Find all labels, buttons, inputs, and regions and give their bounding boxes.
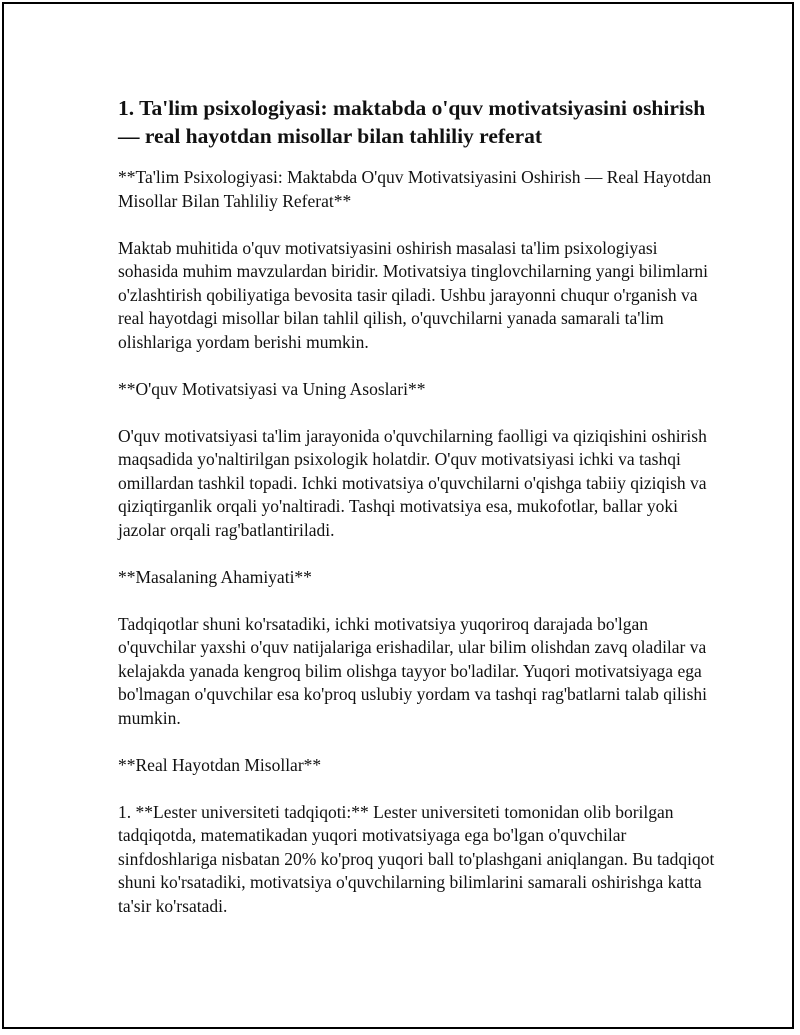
section-heading-real-examples: **Real Hayotdan Misollar** [118,754,322,775]
section-heading-motivation-basics: **O'quv Motivatsiyasi va Uning Asoslari** [118,378,426,399]
section-heading-importance: **Masalaning Ahamiyati** [118,566,312,587]
bold-heading-paragraph: **Ta'lim Psixologiyasi: Maktabda O'quv Motivatsiyasini Oshirish — Real Hayotdan Misollar Bilan Tahliliy Referat** [118,167,712,211]
importance-paragraph: Tadqiqotlar shuni ko'rsatadiki, ichki motivatsiya yuqoriroq darajada bo'lgan o'quvchilar yaxshi o'quv natijalariga erishadilar, ular bilim olishdan zavq oladilar va kelajakda yanada kengroq bilim olishga tayyor bo'ladilar. Yuqori motivatsiyaga ega bo'lmagan o'quvchilar esa ko'proq uslubiy yordam va tashqi rag'batlarni talab qilishi mumkin. [118,613,708,728]
example-1-paragraph: 1. **Lester universiteti tadqiqoti:** Lester universiteti tomonidan olib borilgan tadqiqotda, matematikadan yuqori motivatsiyaga ega bo'lgan o'quvchilar sinfdoshlariga nisbatan 20% ko'proq yuqori ball to'plashgani aniqlangan. Bu tadqiqot shuni ko'rsatadiki, motivatsiya o'quvchilarning bilimlarini samarali oshirishga katta ta'sir ko'rsatadi. [118,801,715,916]
motivation-basics-paragraph: O'quv motivatsiyasi ta'lim jarayonida o'quvchilarning faolligi va qiziqishini oshirish maqsadida yo'naltirilgan psixologik holatdir. O'quv motivatsiyasi ichki va tashqi omillardan tashkil topadi. Ichki motivatsiya o'quvchilarni o'qishga tabiiy qiziqish va qiziqtirganlik orqali yo'naltiradi. Tashqi motivatsiya esa, mukofotlar, ballar yoki jazolar orqali rag'batlantiriladi. [118,425,707,540]
document-body [118,94,718,942]
document-title: 1. Ta'lim psixologiyasi: maktabda o'quv motivatsiyasini oshirish — real hayotdan misollar bilan tahliliy referat [118,96,706,148]
intro-paragraph: Maktab muhitida o'quv motivatsiyasini oshirish masalasi ta'lim psixologiyasi sohasida muhim mavzulardan biridir. Motivatsiya tinglovchilarning yangi bilimlarni o'zlashtirish qobiliyatiga bevosita tasir qiladi. Ushbu jarayonni chuqur o'rganish va real hayotdagi misollar bilan tahlil qilish, o'quvchilarni yanada samarali ta'lim olishlariga yordam berishi mumkin. [118,237,709,352]
